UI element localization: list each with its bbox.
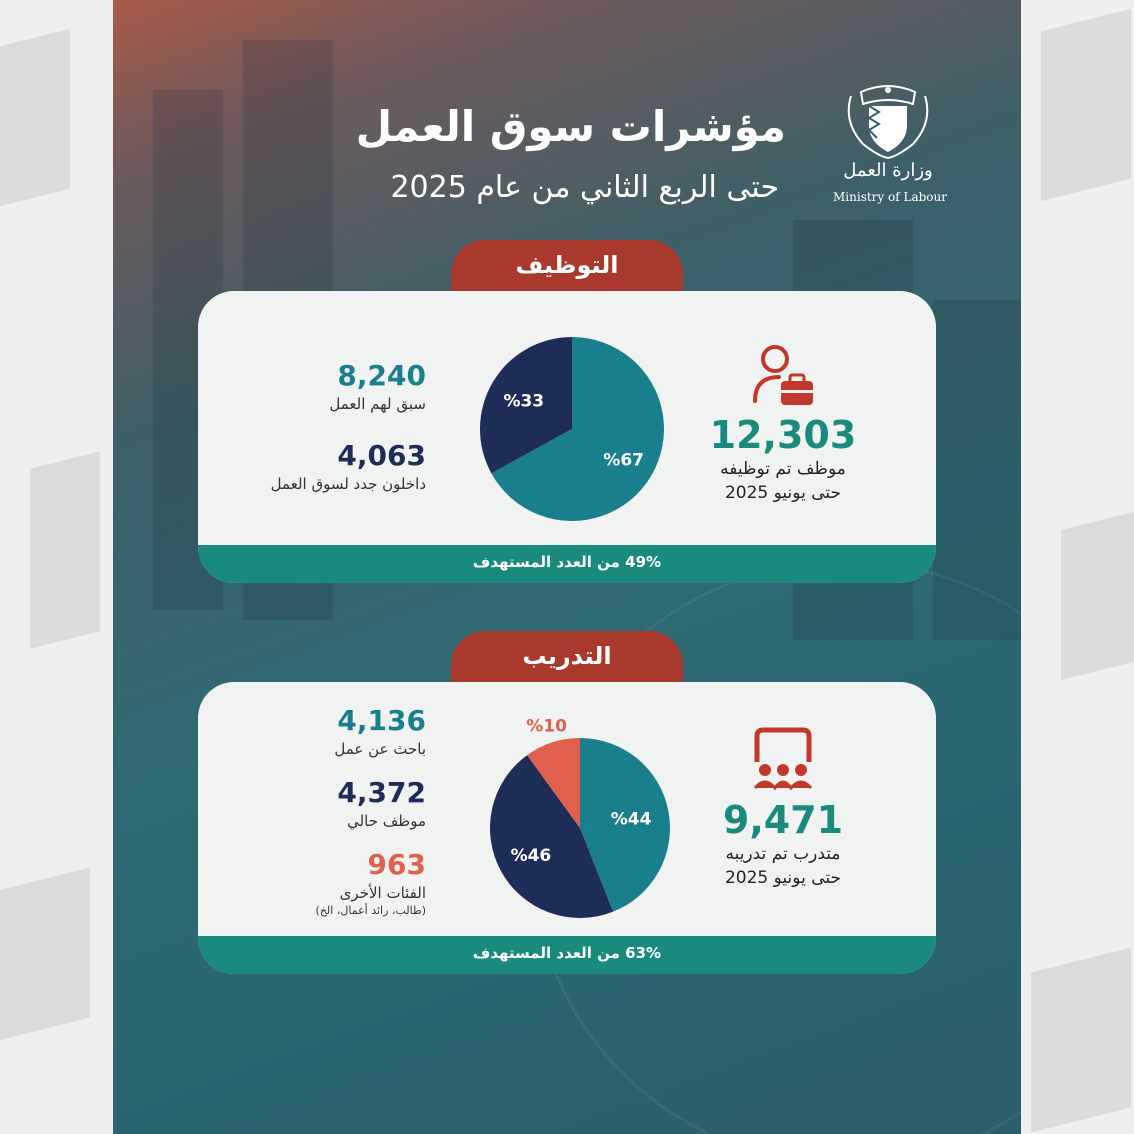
bahrain-emblem-icon [833,82,943,162]
training-stat-jobseekers [206,704,426,760]
stat-value: 8,240 [337,359,426,392]
infographic-panel [113,0,1021,1134]
stat-value: 4,063 [337,439,426,472]
employment-stat-experienced [206,359,426,415]
employment-pie-chart [474,331,670,527]
employment-card [198,291,936,583]
training-total-label-2: حتى يونيو 2025 [724,868,842,888]
ministry-logo [833,82,947,212]
stat-label: موظف حالي [347,812,426,830]
pie-slice-label: %46 [510,845,552,866]
employment-stat-new-entrants [206,439,426,495]
training-total-label-1: متدرب تم تدريبه [725,844,841,864]
stat-value: 963 [367,848,426,881]
employment-total-value: 12,303 [709,413,857,457]
employment-total [698,413,868,505]
logo-arabic-text: وزارة العمل [843,160,933,181]
stat-value: 4,372 [337,776,426,809]
training-target-bar: 63% من العدد المستهدف [198,936,936,974]
employment-total-label-1: موظف تم توظيفه [720,459,846,479]
stat-note: (طالب، رائد أعمال، الخ) [315,904,426,917]
stat-value: 4,136 [337,704,426,737]
employment-tab: التوظيف [451,240,683,292]
page-subtitle: حتى الربع الثاني من عام 2025 [390,170,779,205]
stat-label: داخلون جدد لسوق العمل [270,475,426,493]
training-total-value: 9,471 [722,798,844,842]
stat-label: باحث عن عمل [334,740,426,758]
stat-label: سبق لهم العمل [329,395,426,413]
page-title: مؤشرات سوق العمل [355,102,786,151]
employment-total-label-2: حتى يونيو 2025 [724,483,842,503]
pie-slice-label: %33 [503,391,545,412]
training-total [698,798,868,890]
training-pie-chart [474,712,686,924]
left-side-decoration [0,0,113,1134]
pie-slice-label: %10 [526,716,567,737]
trainees-presentation-icon [751,726,815,790]
training-stat-other [206,848,426,918]
logo-english-text: Ministry of Labour [833,190,947,204]
employment-target-bar: 49% من العدد المستهدف [198,545,936,583]
stat-label: الفئات الأخرى [339,884,426,902]
training-tab: التدريب [451,631,683,683]
pie-slice-label: %44 [610,809,652,830]
pie-slice-label: %67 [603,450,644,471]
training-stat-current-employees [206,776,426,832]
right-side-decoration [1021,0,1134,1134]
employee-briefcase-icon [751,343,817,407]
training-card [198,682,936,974]
